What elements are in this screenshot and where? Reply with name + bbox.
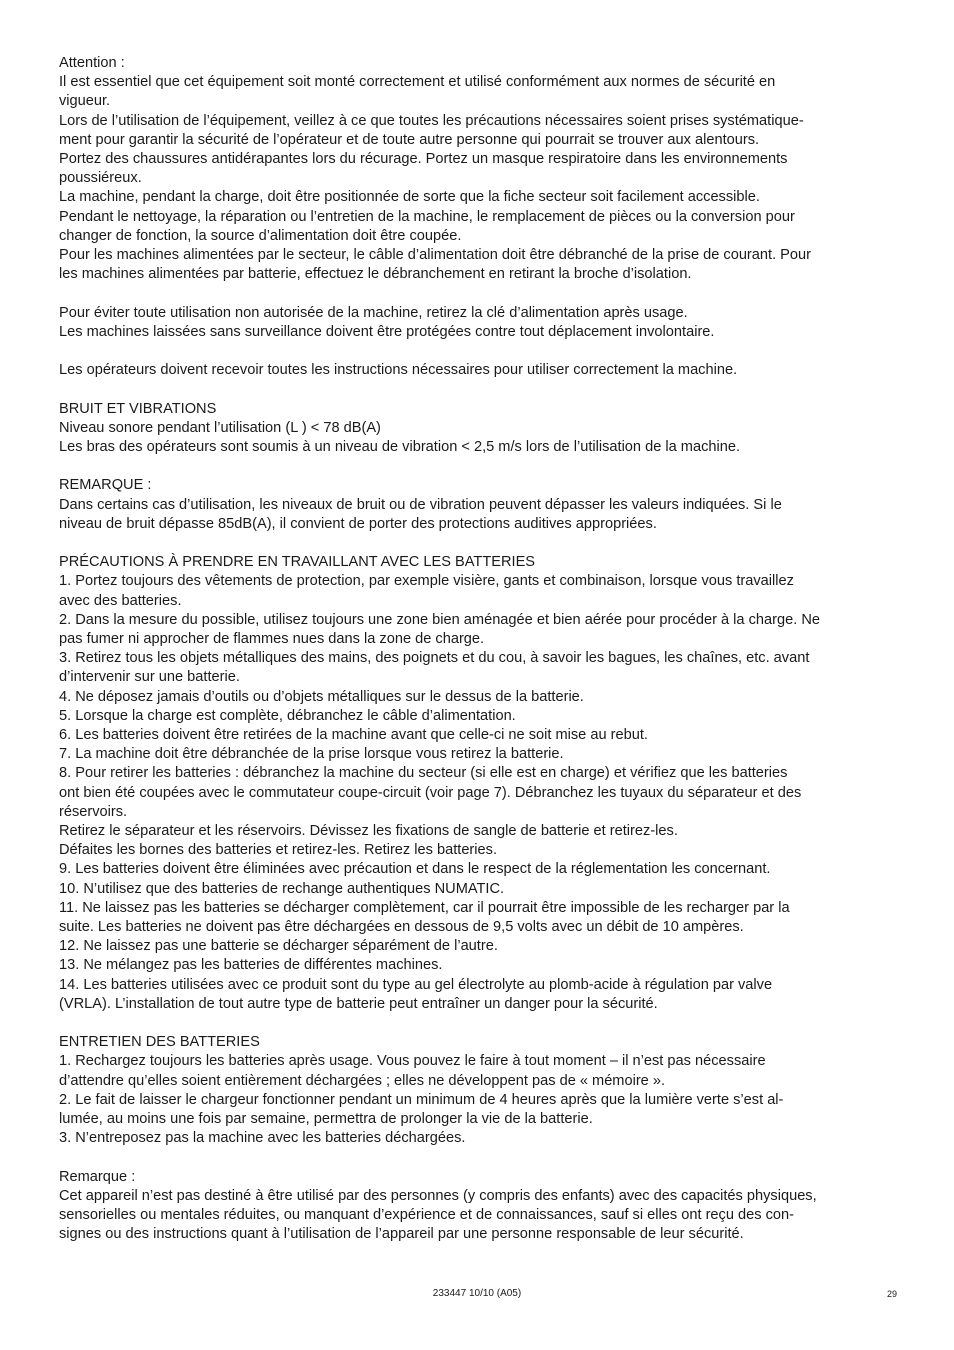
text-line: 8. Pour retirer les batteries : débranchez la machine du secteur (si elle est en charge) et vérifiez que les batteries <box>59 765 788 782</box>
text-line: d’intervenir sur une batterie. <box>59 669 240 686</box>
text-line: pas fumer ni approcher de flammes nues dans la zone de charge. <box>59 631 485 648</box>
text-line: 2. Dans la mesure du possible, utilisez toujours une zone bien aménagée et bien aérée pour procéder à la charge. Ne <box>59 611 820 628</box>
text-line: Pour les machines alimentées par le secteur, le câble d’alimentation doit être débranché de la prise de courant. Pour <box>59 247 812 264</box>
text-line: 1. Rechargez toujours les batteries après usage. Vous pouvez le faire à tout moment – il n’est pas nécessaire <box>59 1053 766 1070</box>
text-line: 11. Ne laissez pas les batteries se décharger complètement, car il pourrait être impossible de les recharger par la <box>59 899 790 916</box>
document-body <box>59 54 904 1244</box>
text-line: 4. Ne déposez jamais d’outils ou d’objets métalliques sur le dessus de la batterie. <box>59 688 584 705</box>
text-line: 3. N’entreposez pas la machine avec les batteries déchargées. <box>59 1130 466 1147</box>
text-line: La machine, pendant la charge, doit être positionnée de sorte que la fiche secteur soit facilement accessible. <box>59 189 760 206</box>
text-line: vigueur. <box>59 93 111 110</box>
blank-line <box>59 1148 904 1167</box>
text-line: changer de fonction, la source d’alimentation doit être coupée. <box>59 227 462 244</box>
text-line: 13. Ne mélangez pas les batteries de différentes machines. <box>59 957 443 974</box>
text-line: Les bras des opérateurs sont soumis à un niveau de vibration < 2,5 m/s lors de l’utilisation de la machine. <box>59 439 741 456</box>
text-line: ENTRETIEN DES BATTERIES <box>59 1034 260 1051</box>
text-line: signes ou des instructions quant à l’utilisation de l’appareil par une personne responsable de leur sécurité. <box>59 1226 744 1243</box>
text-line: suite. Les batteries ne doivent pas être déchargées en dessous de 9,5 volts avec un débit de 10 ampères. <box>59 919 744 936</box>
text-line: avec des batteries. <box>59 592 182 609</box>
blank-line <box>59 284 904 303</box>
text-line: Lors de l’utilisation de l’équipement, veillez à ce que toutes les précautions nécessaires soient prises systématique- <box>59 112 804 129</box>
text-line: 3. Retirez tous les objets métalliques des mains, des poignets et du cou, à savoir les bagues, les chaînes, etc. avant <box>59 650 810 667</box>
text-line: 7. La machine doit être débranchée de la prise lorsque vous retirez la batterie. <box>59 746 564 763</box>
text-line: poussiéreux. <box>59 170 142 187</box>
text-line: d’attendre qu’elles soient entièrement déchargées ; elles ne développent pas de « mémoire ». <box>59 1072 666 1089</box>
text-line: 9. Les batteries doivent être éliminées avec précaution et dans le respect de la réglementation les concernant. <box>59 861 771 878</box>
text-line: REMARQUE : <box>59 477 152 494</box>
blank-line <box>59 342 904 361</box>
text-line: 10. N’utilisez que des batteries de rechange authentiques NUMATIC. <box>59 880 505 897</box>
text-line: ment pour garantir la sécurité de l’opérateur et de toute autre personne qui pourrait se trouver aux alentours. <box>59 131 760 148</box>
text-line: 14. Les batteries utilisées avec ce produit sont du type au gel électrolyte au plomb-acide à régulation par valve <box>59 976 773 993</box>
text-line: Il est essentiel que cet équipement soit monté correctement et utilisé conformément aux normes de sécurité en <box>59 74 776 91</box>
blank-line <box>59 534 904 553</box>
text-line: réservoirs. <box>59 803 128 820</box>
document-reference: 233447 10/10 (A05) <box>432 1288 522 1299</box>
text-line: BRUIT ET VIBRATIONS <box>59 400 217 417</box>
text-line: 12. Ne laissez pas une batterie se décharger séparément de l’autre. <box>59 938 498 955</box>
text-line: Pendant le nettoyage, la réparation ou l’entretien de la machine, le remplacement de pièces ou la conversion pour <box>59 208 795 225</box>
text-line: les machines alimentées par batterie, effectuez le débranchement en retirant la broche d’isolation. <box>59 266 692 283</box>
page-number: 29 <box>886 1289 897 1299</box>
text-line: (VRLA). L’installation de tout autre type de batterie peut entraîner un danger pour la sécurité. <box>59 995 658 1012</box>
blank-line <box>59 1014 904 1033</box>
blank-line <box>59 457 904 476</box>
text-line: Cet appareil n’est pas destiné à être utilisé par des personnes (y compris des enfants) avec des capacités physiques, <box>59 1187 817 1204</box>
text-line: Les opérateurs doivent recevoir toutes les instructions nécessaires pour utiliser correctement la machine. <box>59 362 738 379</box>
text-line: 5. Lorsque la charge est complète, débranchez le câble d’alimentation. <box>59 707 516 724</box>
text-line: Remarque : <box>59 1168 136 1185</box>
text-line: Dans certains cas d’utilisation, les niveaux de bruit ou de vibration peuvent dépasser les valeurs indiquées. Si le <box>59 496 782 513</box>
text-line: Attention : <box>59 55 125 71</box>
text-line: sensorielles ou mentales réduites, ou manquant d’expérience et de connaissances, sauf si elles ont reçu des con- <box>59 1207 794 1224</box>
blank-line <box>59 380 904 399</box>
text-line: 1. Portez toujours des vêtements de protection, par exemple visière, gants et combinaison, lorsque vous travaillez <box>59 573 794 590</box>
text-line: lumée, au moins une fois par semaine, permettra de prolonger la vie de la batterie. <box>59 1111 593 1128</box>
text-line: PRÉCAUTIONS À PRENDRE EN TRAVAILLANT AVEC LES BATTERIES <box>59 554 536 571</box>
text-line: Portez des chaussures antidérapantes lors du récurage. Portez un masque respiratoire dans les environnements <box>59 151 788 168</box>
text-line: Les machines laissées sans surveillance doivent être protégées contre tout déplacement involontaire. <box>59 323 715 340</box>
text-line: 2. Le fait de laisser le chargeur fonctionner pendant un minimum de 4 heures après que la lumière verte s’est al- <box>59 1091 784 1108</box>
text-line: Pour éviter toute utilisation non autorisée de la machine, retirez la clé d’alimentation après usage. <box>59 304 688 321</box>
text-line: ont bien été coupées avec le commutateur coupe-circuit (voir page 7). Débranchez les tuyaux du séparateur et des <box>59 784 802 801</box>
text-line: niveau de bruit dépasse 85dB(A), il convient de porter des protections auditives appropriées. <box>59 515 657 532</box>
text-line: Niveau sonore pendant l’utilisation (L ) < 78 dB(A) <box>59 419 381 436</box>
text-line: 6. Les batteries doivent être retirées de la machine avant que celle-ci ne soit mise au rebut. <box>59 727 648 744</box>
text-line: Retirez le séparateur et les réservoirs. Dévissez les fixations de sangle de batterie et retirez-les. <box>59 823 678 840</box>
text-line: Défaites les bornes des batteries et retirez-les. Retirez les batteries. <box>59 842 498 859</box>
